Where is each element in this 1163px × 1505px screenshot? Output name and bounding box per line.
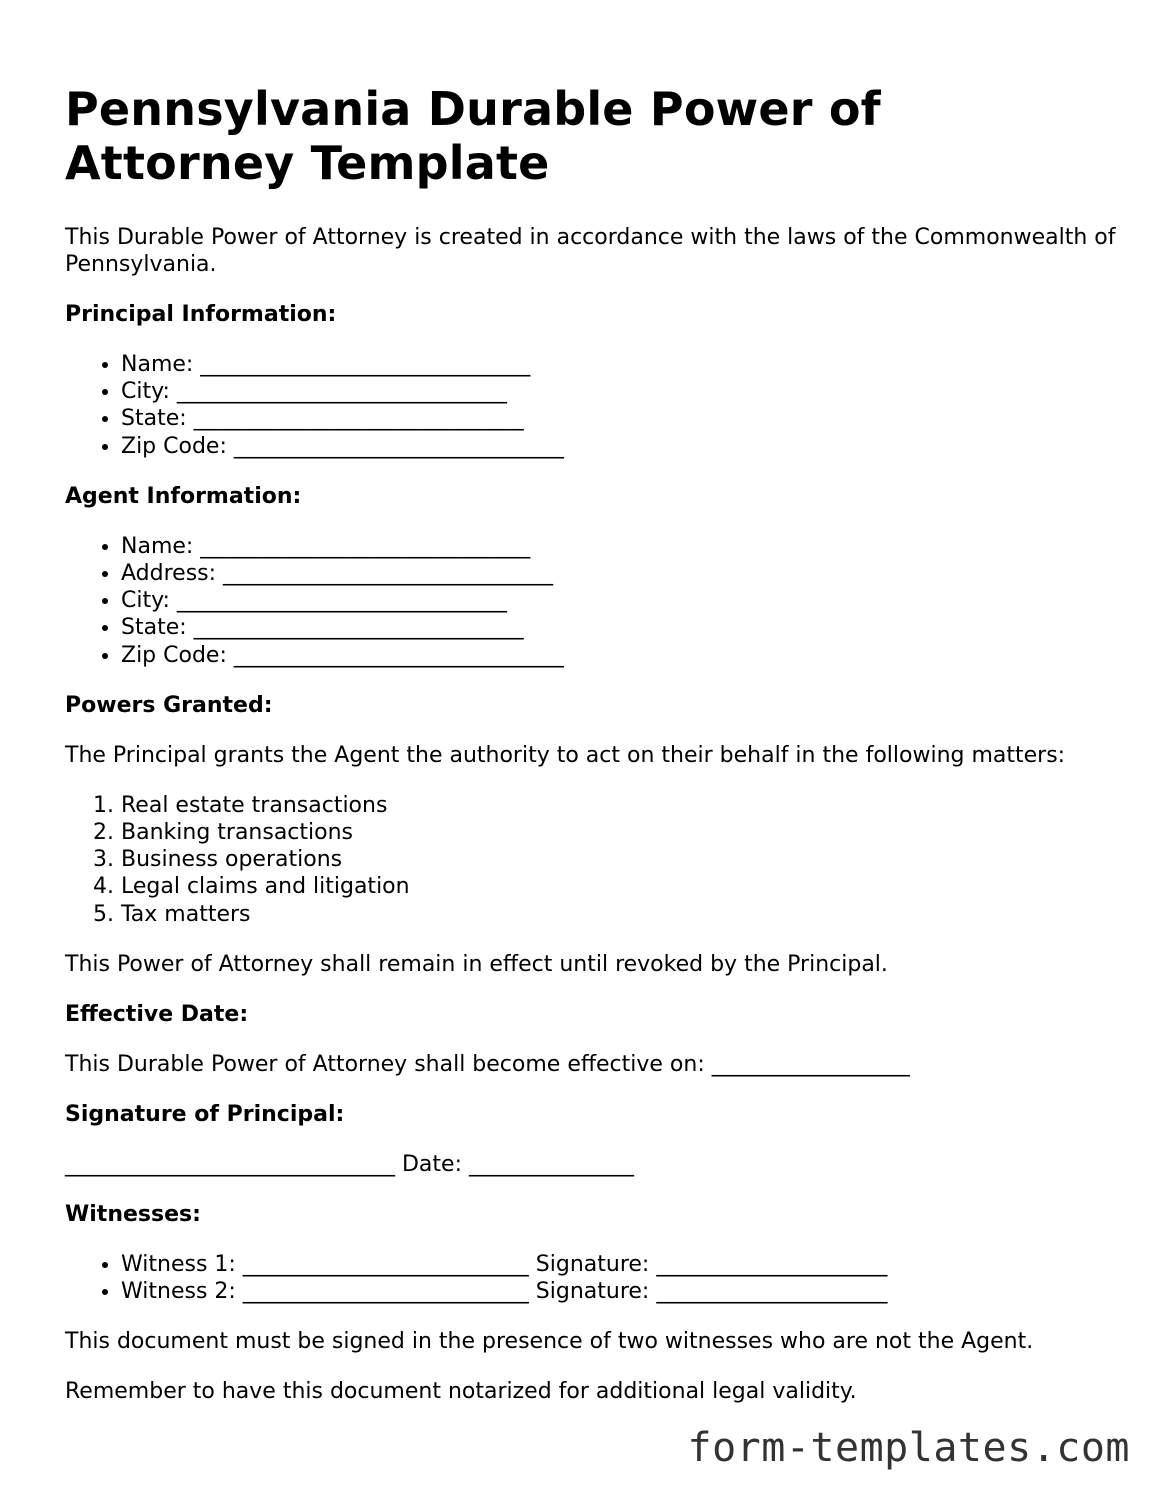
principal-heading: Principal Information: (65, 302, 337, 327)
agent-address-field: • Address: ______________________________ (121, 560, 1125, 587)
signature-line: ______________________________ Date: _______________ (65, 1151, 634, 1177)
agent-zip-field: • Zip Code: ______________________________ (121, 642, 1125, 669)
power-item: 1. Real estate transactions (121, 792, 1125, 819)
intro-paragraph: This Durable Power of Attorney is created in accordance with the laws of the Commonwealth of Pennsylvania. (65, 225, 1116, 277)
power-item: 4. Legal claims and litigation (121, 873, 1125, 900)
witnesses-list (65, 1251, 1125, 1305)
principal-zip-field: • Zip Code: ______________________________ (121, 433, 1125, 460)
notarization-note: Remember to have this document notarized for additional legal validity. (65, 1379, 857, 1405)
witness-1-line: • Witness 1: __________________________ Signature: _____________________ (121, 1251, 1125, 1278)
agent-state-field: • State: ______________________________ (121, 614, 1125, 641)
document-title: Pennsylvania Durable Power of Attorney Template (65, 82, 881, 190)
document-page (65, 82, 1125, 1428)
agent-name-field: • Name: ______________________________ (121, 533, 1125, 560)
powers-heading: Powers Granted: (65, 692, 273, 718)
agent-heading: Agent Information: (65, 483, 302, 509)
powers-note: This Power of Attorney shall remain in effect until revoked by the Principal. (65, 951, 888, 977)
principal-state-field: • State: ______________________________ (121, 405, 1125, 432)
power-item: 2. Banking transactions (121, 819, 1125, 846)
effective-heading: Effective Date: (65, 1001, 249, 1027)
signature-heading: Signature of Principal: (65, 1101, 345, 1127)
principal-city-field: • City: ______________________________ (121, 378, 1125, 405)
witnesses-heading: Witnesses: (65, 1201, 201, 1227)
principal-name-field: • Name: ______________________________ (121, 351, 1125, 378)
power-item: 5. Tax matters (121, 901, 1125, 928)
witness-2-line: • Witness 2: __________________________ Signature: _____________________ (121, 1278, 1125, 1305)
site-watermark: form-templates.com (687, 1425, 1130, 1471)
effective-date-line: This Durable Power of Attorney shall become effective on: __________________ (65, 1051, 910, 1077)
power-item: 3. Business operations (121, 846, 1125, 873)
agent-fields-list (65, 533, 1125, 669)
powers-list (65, 792, 1125, 928)
principal-fields-list (65, 351, 1125, 460)
agent-city-field: • City: ______________________________ (121, 587, 1125, 614)
witness-requirement-note: This document must be signed in the presence of two witnesses who are not the Agent. (65, 1329, 1034, 1355)
powers-intro: The Principal grants the Agent the authority to act on their behalf in the following matters: (65, 742, 1066, 768)
